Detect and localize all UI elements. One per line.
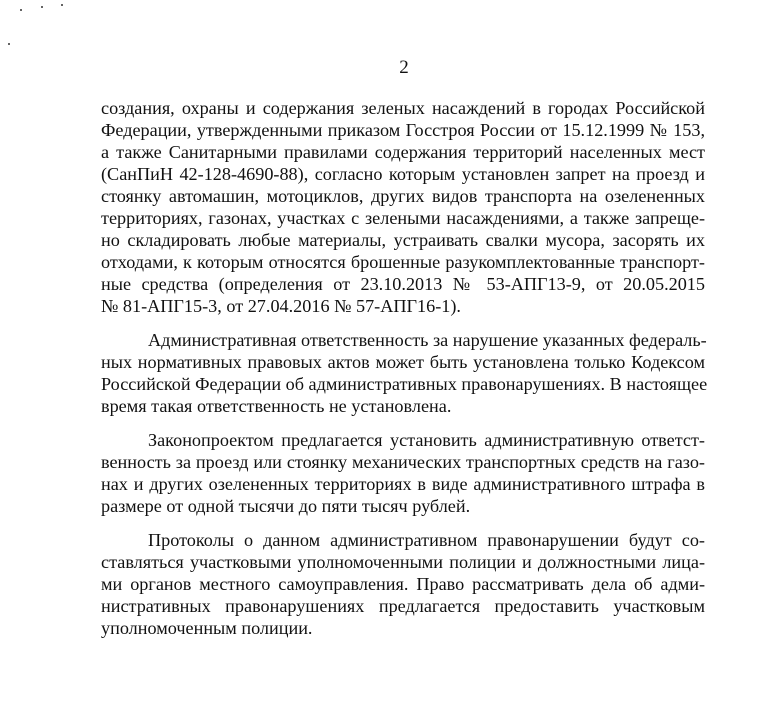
- text-line: уполномоченным полиции.: [101, 618, 313, 638]
- text-line: размере от одной тысячи до пяти тысяч рублей.: [101, 496, 471, 516]
- text-line: стоянку автомашин, мотоциклов, других видов транспорта на озелененных: [101, 186, 705, 206]
- text-line: время такая ответственность не установлена.: [101, 396, 452, 416]
- text-line: ных нормативных правовых актов может быть установлена только Кодексом: [101, 352, 705, 372]
- paragraph-4: [101, 529, 705, 639]
- text-line: Российской Федерации об административных правонарушениях. В настоящее: [101, 374, 708, 394]
- text-line: территориях, газонах, участках с зелеными насаждениями, а также запреще-: [101, 208, 705, 228]
- scan-speck: [61, 4, 63, 6]
- text-line: ми органов местного самоуправления. Право рассматривать дела об адми-: [101, 574, 705, 594]
- text-line: ные средства (определения от 23.10.2013 № 53-АПГ13-9, от 20.05.2015: [101, 274, 705, 294]
- text-line: Законопроектом предлагается установить административную ответст-: [148, 430, 705, 450]
- text-line: № 81-АПГ15-3, от 27.04.2016 № 57-АПГ16-1).: [101, 296, 461, 316]
- text-line: создания, охраны и содержания зеленых насаждений в городах Российской: [101, 98, 705, 118]
- text-line: но складировать любые материалы, устраивать свалки мусора, засорять их: [101, 230, 705, 250]
- text-line: ставляться участковыми уполномоченными полиции и должностными лица-: [101, 552, 705, 572]
- text-line: Административная ответственность за нарушение указанных федераль-: [148, 330, 707, 350]
- text-line: нистративных правонарушениях предлагается предоставить участковым: [101, 596, 705, 616]
- text-line: венность за проезд или стоянку механических транспортных средств на газо-: [101, 452, 705, 472]
- paragraph-3: [101, 429, 705, 517]
- text-line: нах и других озелененных территориях в виде административного штрафа в: [101, 474, 705, 494]
- text-line: а также Санитарными правилами содержания территорий населенных мест: [101, 142, 705, 162]
- document-body: [101, 97, 708, 639]
- paragraph-1: [101, 97, 705, 317]
- page-number: 2: [399, 57, 409, 78]
- text-line: отходами, к которым относятся брошенные разукомплектованные транспорт-: [101, 252, 705, 272]
- scan-speck: [8, 43, 10, 45]
- text-line: Федерации, утвержденными приказом Госстроя России от 15.12.1999 № 153,: [101, 120, 705, 140]
- scan-speck: [20, 9, 22, 11]
- text-line: (СанПиН 42-128-4690-88), согласно которым установлен запрет на проезд и: [101, 164, 705, 184]
- paragraph-2: [101, 329, 708, 417]
- text-line: Протоколы о данном административном правонарушении будут со-: [148, 530, 705, 550]
- scan-speck: [41, 6, 43, 8]
